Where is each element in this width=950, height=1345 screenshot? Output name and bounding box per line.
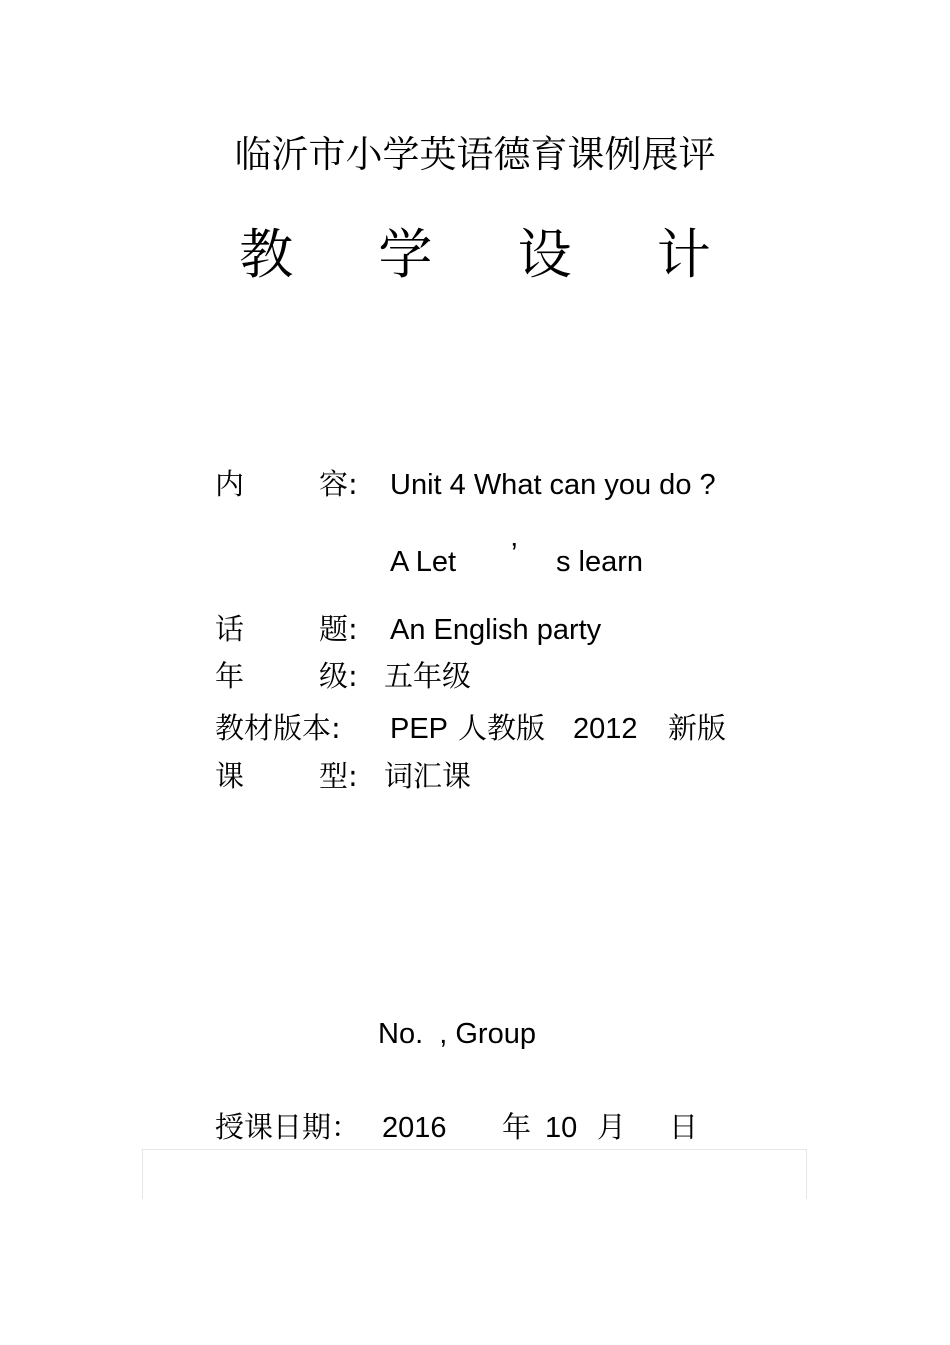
content-label-first-char: 内 xyxy=(215,467,245,501)
topic-label-first-char: 话 xyxy=(215,612,245,646)
date-month-unit: 月 xyxy=(597,1110,627,1144)
edition-value-year: 2012 xyxy=(573,713,638,745)
lesson-type-value: 词汇课 xyxy=(384,759,472,793)
content-value-line2-apostrophe: ’ xyxy=(511,538,518,570)
edition-value-new: 新版 xyxy=(668,711,727,745)
content-value-line1: Unit 4 What can you do ? xyxy=(390,469,716,501)
content-label-second-char: 容: xyxy=(319,467,358,501)
grade-value: 五年级 xyxy=(384,659,472,693)
date-year-unit: 年 xyxy=(502,1110,532,1144)
content-value-line2-part2: s learn xyxy=(556,546,644,578)
content-value-line2-part1: A Let xyxy=(390,546,457,578)
group-number: No. , Group xyxy=(378,1018,536,1050)
lesson-type-label-second-char: 型: xyxy=(319,759,358,793)
grade-label-second-char: 级: xyxy=(319,659,358,693)
lesson-type-label-first-char: 课 xyxy=(215,759,245,793)
date-label: 授课日期： xyxy=(215,1110,361,1144)
bottom-frame-border xyxy=(142,1149,807,1199)
grade-label-first-char: 年 xyxy=(215,659,245,693)
date-year: 2016 xyxy=(382,1112,447,1144)
edition-value-pep: PEP xyxy=(390,713,449,745)
date-month: 10 xyxy=(545,1112,578,1144)
edition-label: 教材版本: xyxy=(215,711,341,745)
edition-value-publisher: 人教版 xyxy=(458,711,546,745)
document-subtitle: 教 学 设 计 xyxy=(239,223,745,286)
topic-value: An English party xyxy=(390,614,602,646)
date-day-unit: 日 xyxy=(669,1110,699,1144)
document-title: 临沂市小学英语德育课例展评 xyxy=(234,133,716,176)
topic-label-second-char: 题: xyxy=(319,612,358,646)
